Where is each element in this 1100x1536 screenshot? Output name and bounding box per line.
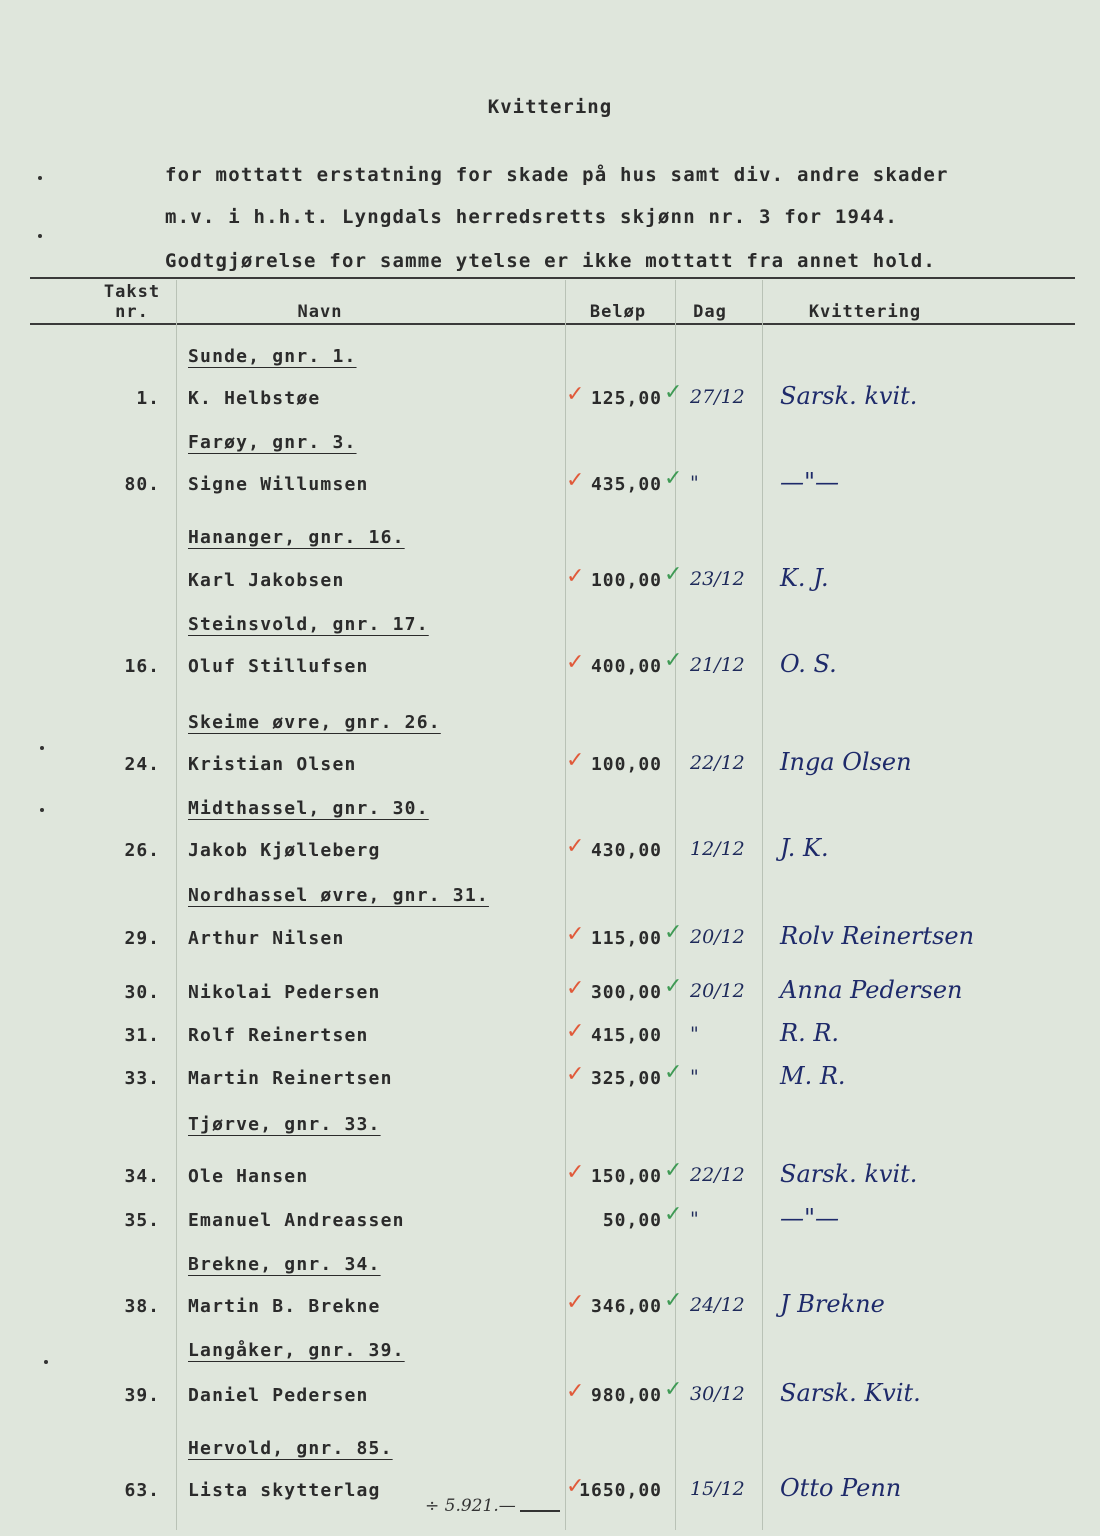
red-check-icon: ✓ <box>566 922 585 947</box>
section-row <box>0 1254 1100 1284</box>
takst-number: 38. <box>124 1296 160 1317</box>
section-heading: Nordhassel øvre, gnr. 31. <box>188 885 489 906</box>
entry-amount: 435,00 <box>590 474 662 495</box>
takst-number: 33. <box>124 1068 160 1089</box>
red-check-icon: ✓ <box>566 650 585 675</box>
entry-amount: 400,00 <box>590 656 662 677</box>
entry-signature: Sarsk. kvit. <box>780 1160 918 1188</box>
table-row <box>0 920 1100 958</box>
green-check-icon: ✓ <box>664 1377 683 1402</box>
section-heading: Midthassel, gnr. 30. <box>188 798 429 819</box>
section-row <box>0 798 1100 828</box>
document-title: Kvittering <box>487 96 613 118</box>
entry-amount: 150,00 <box>590 1166 662 1187</box>
entry-signature: J. K. <box>780 834 829 862</box>
table-row <box>0 562 1100 600</box>
intro-line-3: Godtgjørelse for samme ytelse er ikke mottatt fra annet hold. <box>165 250 936 272</box>
entry-signature: Inga Olsen <box>780 748 912 776</box>
entry-amount: 980,00 <box>590 1385 662 1406</box>
section-heading: Langåker, gnr. 39. <box>188 1340 405 1361</box>
green-check-icon: ✓ <box>664 466 683 491</box>
entry-name: Lista skytterlag <box>188 1480 381 1501</box>
entry-signature: K. J. <box>780 564 829 592</box>
entry-signature: M. R. <box>780 1062 846 1090</box>
entry-amount: 1650,00 <box>579 1480 662 1501</box>
entry-signature: —"— <box>780 1204 840 1232</box>
table-row <box>0 1158 1100 1196</box>
entry-signature: Rolv Reinertsen <box>780 922 975 950</box>
entry-signature: —"— <box>780 468 840 496</box>
entry-amount: 346,00 <box>590 1296 662 1317</box>
green-check-icon: ✓ <box>664 1288 683 1313</box>
entry-name: K. Helbstøe <box>188 388 321 409</box>
section-row <box>0 1438 1100 1468</box>
total-note: ÷ 5.921.— <box>425 1496 516 1516</box>
section-heading: Brekne, gnr. 34. <box>188 1254 381 1275</box>
entry-signature: R. R. <box>780 1019 840 1047</box>
header-navn: Navn <box>297 302 343 322</box>
entry-day: 22/12 <box>690 752 745 774</box>
entry-name: Rolf Reinertsen <box>188 1025 369 1046</box>
intro-line-1: for mottatt erstatning for skade på hus samt div. andre skader <box>165 164 949 186</box>
takst-number: 16. <box>124 656 160 677</box>
takst-number: 34. <box>124 1166 160 1187</box>
table-row <box>0 466 1100 504</box>
entry-amount: 125,00 <box>590 388 662 409</box>
entry-day: 15/12 <box>690 1478 745 1500</box>
entry-name: Kristian Olsen <box>188 754 357 775</box>
takst-number: 63. <box>124 1480 160 1501</box>
entry-day: 23/12 <box>690 568 745 590</box>
entry-name: Ole Hansen <box>188 1166 309 1187</box>
header-dag: Dag <box>693 302 727 322</box>
takst-number: 29. <box>124 928 160 949</box>
entry-day: 20/12 <box>690 980 745 1002</box>
entry-signature: Anna Pedersen <box>780 976 963 1004</box>
takst-number: 35. <box>124 1210 160 1231</box>
total-underline <box>520 1510 560 1512</box>
table-row <box>0 380 1100 418</box>
entry-amount: 325,00 <box>590 1068 662 1089</box>
red-check-icon: ✓ <box>566 1379 585 1404</box>
entry-amount: 100,00 <box>590 570 662 591</box>
section-row <box>0 1340 1100 1370</box>
takst-number: 26. <box>124 840 160 861</box>
takst-number: 24. <box>124 754 160 775</box>
entry-name: Karl Jakobsen <box>188 570 345 591</box>
entry-day: " <box>690 1023 699 1045</box>
red-check-icon: ✓ <box>566 1474 585 1499</box>
entry-name: Nikolai Pedersen <box>188 982 381 1003</box>
entry-amount: 430,00 <box>590 840 662 861</box>
green-check-icon: ✓ <box>664 1202 683 1227</box>
table-row <box>0 1202 1100 1240</box>
takst-number: 80. <box>124 474 160 495</box>
green-check-icon: ✓ <box>664 1060 683 1085</box>
entry-day: " <box>690 472 699 494</box>
green-check-icon: ✓ <box>664 562 683 587</box>
red-check-icon: ✓ <box>566 1019 585 1044</box>
takst-number: 39. <box>124 1385 160 1406</box>
red-check-icon: ✓ <box>566 1160 585 1185</box>
punch-mark <box>38 234 42 238</box>
takst-number: 30. <box>124 982 160 1003</box>
entry-name: Daniel Pedersen <box>188 1385 369 1406</box>
entry-day: 24/12 <box>690 1294 745 1316</box>
green-check-icon: ✓ <box>664 1158 683 1183</box>
section-row <box>0 614 1100 644</box>
entry-signature: O. S. <box>780 650 837 678</box>
entry-day: 20/12 <box>690 926 745 948</box>
entry-name: Martin Reinertsen <box>188 1068 393 1089</box>
red-check-icon: ✓ <box>566 1062 585 1087</box>
table-row <box>0 648 1100 686</box>
section-heading: Hervold, gnr. 85. <box>188 1438 393 1459</box>
entry-amount: 115,00 <box>590 928 662 949</box>
entry-name: Signe Willumsen <box>188 474 369 495</box>
green-check-icon: ✓ <box>664 380 683 405</box>
entry-signature: J Brekne <box>780 1290 885 1318</box>
section-heading: Sunde, gnr. 1. <box>188 346 357 367</box>
table-row <box>0 1060 1100 1098</box>
punch-mark <box>38 176 42 180</box>
red-check-icon: ✓ <box>566 1290 585 1315</box>
red-check-icon: ✓ <box>566 976 585 1001</box>
red-check-icon: ✓ <box>566 382 585 407</box>
section-row <box>0 346 1100 376</box>
table-row <box>0 834 1100 870</box>
green-check-icon: ✓ <box>664 974 683 999</box>
entry-amount: 300,00 <box>590 982 662 1003</box>
entry-signature: Otto Penn <box>780 1474 902 1502</box>
entry-amount: 415,00 <box>590 1025 662 1046</box>
section-row <box>0 712 1100 742</box>
table-row <box>0 1474 1100 1510</box>
entry-day: " <box>690 1066 699 1088</box>
red-check-icon: ✓ <box>566 834 585 859</box>
header-belop: Beløp <box>589 302 647 322</box>
intro-line-2: m.v. i h.h.t. Lyngdals herredsretts skjønn nr. 3 for 1944. <box>165 206 899 228</box>
entry-name: Martin B. Brekne <box>188 1296 381 1317</box>
section-row <box>0 432 1100 462</box>
table-top-rule <box>30 277 1075 279</box>
entry-day: 27/12 <box>690 386 745 408</box>
entry-name: Oluf Stillufsen <box>188 656 369 677</box>
section-heading: Tjørve, gnr. 33. <box>188 1114 381 1135</box>
red-check-icon: ✓ <box>566 748 585 773</box>
entry-name: Arthur Nilsen <box>188 928 345 949</box>
header-bottom-rule <box>30 323 1075 325</box>
section-row <box>0 1114 1100 1144</box>
header-kvittering: Kvittering <box>808 302 922 322</box>
entry-day: 21/12 <box>690 654 745 676</box>
entry-day: 22/12 <box>690 1164 745 1186</box>
entry-name: Emanuel Andreassen <box>188 1210 405 1231</box>
takst-number: 1. <box>136 388 160 409</box>
table-row <box>0 1377 1100 1415</box>
entry-day: 30/12 <box>690 1383 745 1405</box>
section-heading: Steinsvold, gnr. 17. <box>188 614 429 635</box>
section-row <box>0 885 1100 915</box>
entry-day: " <box>690 1208 699 1230</box>
green-check-icon: ✓ <box>664 920 683 945</box>
section-row <box>0 527 1100 557</box>
section-heading: Farøy, gnr. 3. <box>188 432 357 453</box>
header-nr: nr. <box>115 302 149 322</box>
table-row <box>0 748 1100 784</box>
table-row <box>0 974 1100 1012</box>
entry-day: 12/12 <box>690 838 745 860</box>
entry-amount: 50,00 <box>602 1210 662 1231</box>
entry-name: Jakob Kjølleberg <box>188 840 381 861</box>
table-row <box>0 1288 1100 1326</box>
entry-signature: Sarsk. kvit. <box>780 382 918 410</box>
table-row <box>0 1019 1100 1055</box>
entry-amount: 100,00 <box>590 754 662 775</box>
red-check-icon: ✓ <box>566 564 585 589</box>
takst-number: 31. <box>124 1025 160 1046</box>
green-check-icon: ✓ <box>664 648 683 673</box>
entry-signature: Sarsk. Kvit. <box>780 1379 921 1407</box>
section-heading: Hananger, gnr. 16. <box>188 527 405 548</box>
red-check-icon: ✓ <box>566 468 585 493</box>
punch-mark <box>40 746 44 750</box>
section-heading: Skeime øvre, gnr. 26. <box>188 712 441 733</box>
header-takst: Takst <box>103 282 161 302</box>
